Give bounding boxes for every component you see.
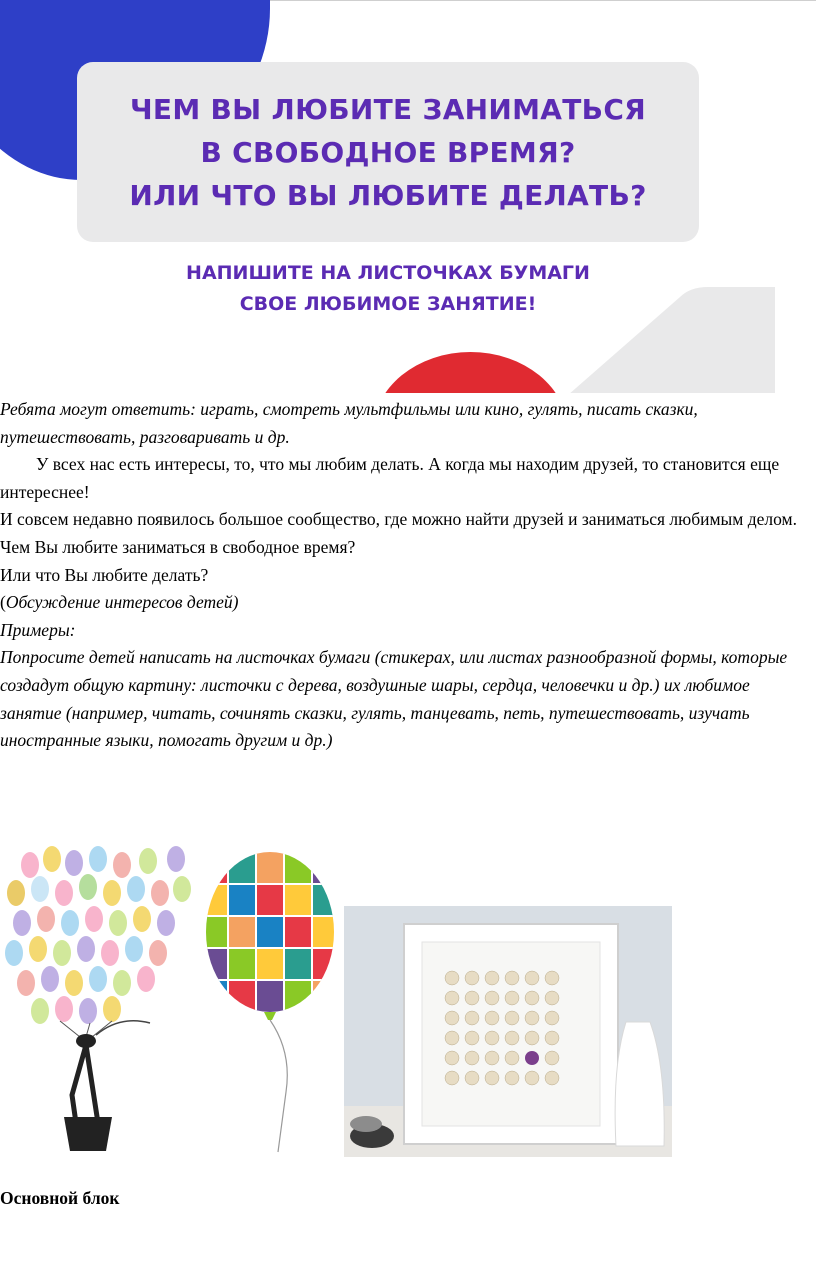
discussion-text: Обсуждение интересов детей) (5, 592, 239, 613)
paper-hearts-frame-image (344, 906, 672, 1157)
grey-decor-shape (568, 285, 775, 393)
red-decor-shape (373, 352, 568, 393)
discussion-paren: ( (0, 592, 6, 613)
question-1: Чем Вы любите заниматься в свободное время? (0, 536, 356, 557)
discussion-line (0, 589, 812, 617)
lesson-text (0, 396, 812, 755)
fingerprint-balloons-image (0, 845, 200, 1160)
subline-line-2: СВОЕ ЛЮБИМОЕ ЗАНЯТИЕ! (239, 293, 537, 315)
main-block-label: Основной блок (0, 1188, 120, 1208)
headline-line-1: ЧЕМ ВЫ ЛЮБИТЕ ЗАНИМАТЬСЯ (129, 93, 647, 126)
question-2: Или что Вы любите делать? (0, 564, 209, 585)
headline-line-2: В СВОБОДНОЕ ВРЕМЯ? (200, 136, 576, 169)
headline-line-3: ИЛИ ЧТО ВЫ ЛЮБИТЕ ДЕЛАТЬ? (129, 179, 647, 212)
answers-paragraph: Ребята могут ответить: играть, смотреть мультфильмы или кино, гулять, писать сказки, путешествовать, разговаривать и др. (0, 399, 698, 447)
examples-label: Примеры: (0, 619, 76, 640)
subline-line-1: НАПИШИТЕ НА ЛИСТОЧКАХ БУМАГИ (186, 262, 590, 284)
header-banner (0, 0, 775, 393)
community-paragraph: И совсем недавно появилось большое сообщество, где можно найти друзей и заниматься любимым делом. (0, 509, 798, 530)
interests-paragraph: У всех нас есть интересы, то, что мы любим делать. А когда мы находим друзей, то становится еще интереснее! (0, 454, 780, 502)
banner-headline (77, 88, 699, 217)
instruction-paragraph: Попросите детей написать на листочках бумаги (стикерах, или листах разнообразной формы, которые создадут общую картину: листочки с дерева, воздушные шары, сердца, человечки и др.) их любимое занятие (например, читать, сочинять сказки, гулять, танцевать, петь, путешествовать, изучать иностранные языки, помогать другим и др.) (0, 647, 788, 751)
puzzle-balloon-image (200, 852, 340, 1157)
